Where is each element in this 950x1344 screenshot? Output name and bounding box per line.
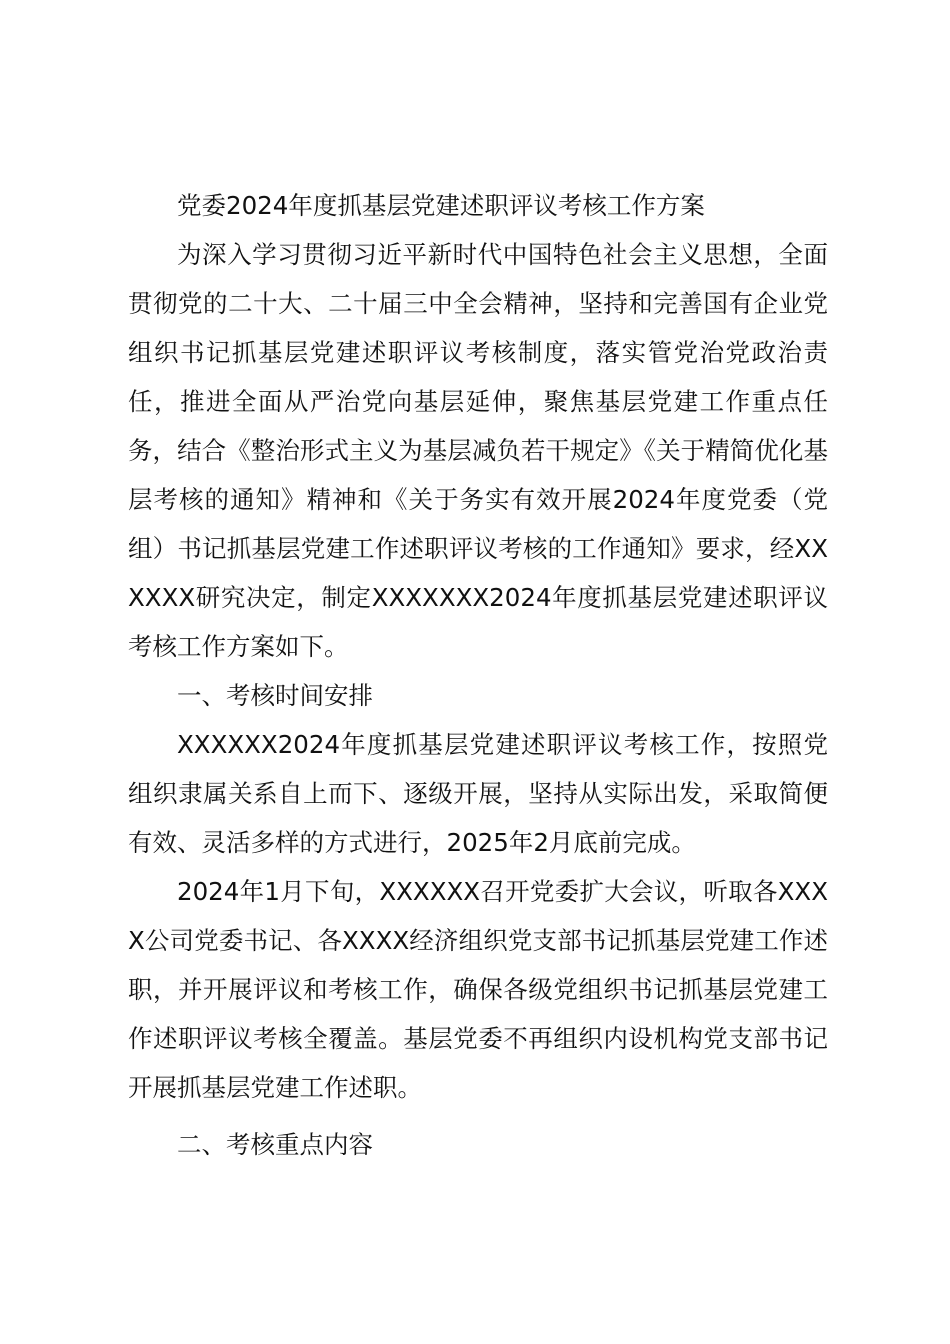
document-body (128, 182, 828, 1169)
section-heading-1: 一、考核时间安排 (177, 681, 373, 710)
spacer (128, 1112, 828, 1120)
section1-paragraph-2: 2024年1月下旬，XXXXXX召开党委扩大会议，听取各XXXX公司党委书记、各XXXX经济组织党支部书记抓基层党建工作述职，并开展评议和考核工作，确保各级党组织书记抓基层党建工作述职评议考核全覆盖。基层党委不再组织内设机构党支部书记开展抓基层党建工作述职。 (128, 877, 828, 1102)
section-heading-2: 二、考核重点内容 (177, 1130, 373, 1159)
intro-paragraph: 为深入学习贯彻习近平新时代中国特色社会主义思想，全面贯彻党的二十大、二十届三中全会精神，坚持和完善国有企业党组织书记抓基层党建述职评议考核制度，落实管党治党政治责任，推进全面从严治党向基层延伸，聚焦基层党建工作重点任务，结合《整治形式主义为基层减负若干规定》《关于精简优化基层考核的通知》精神和《关于务实有效开展2024年度党委（党组）书记抓基层党建工作述职评议考核的工作通知》要求，经XXXXXX研究决定，制定XXXXXXX2024年度抓基层党建述职评议考核工作方案如下。 (128, 240, 828, 661)
document-title: 党委2024年度抓基层党建述职评议考核工作方案 (177, 191, 705, 220)
section1-paragraph-1: XXXXXX2024年度抓基层党建述职评议考核工作，按照党组织隶属关系自上而下、逐级开展，坚持从实际出发，采取简便有效、灵活多样的方式进行，2025年2月底前完成。 (128, 730, 828, 857)
